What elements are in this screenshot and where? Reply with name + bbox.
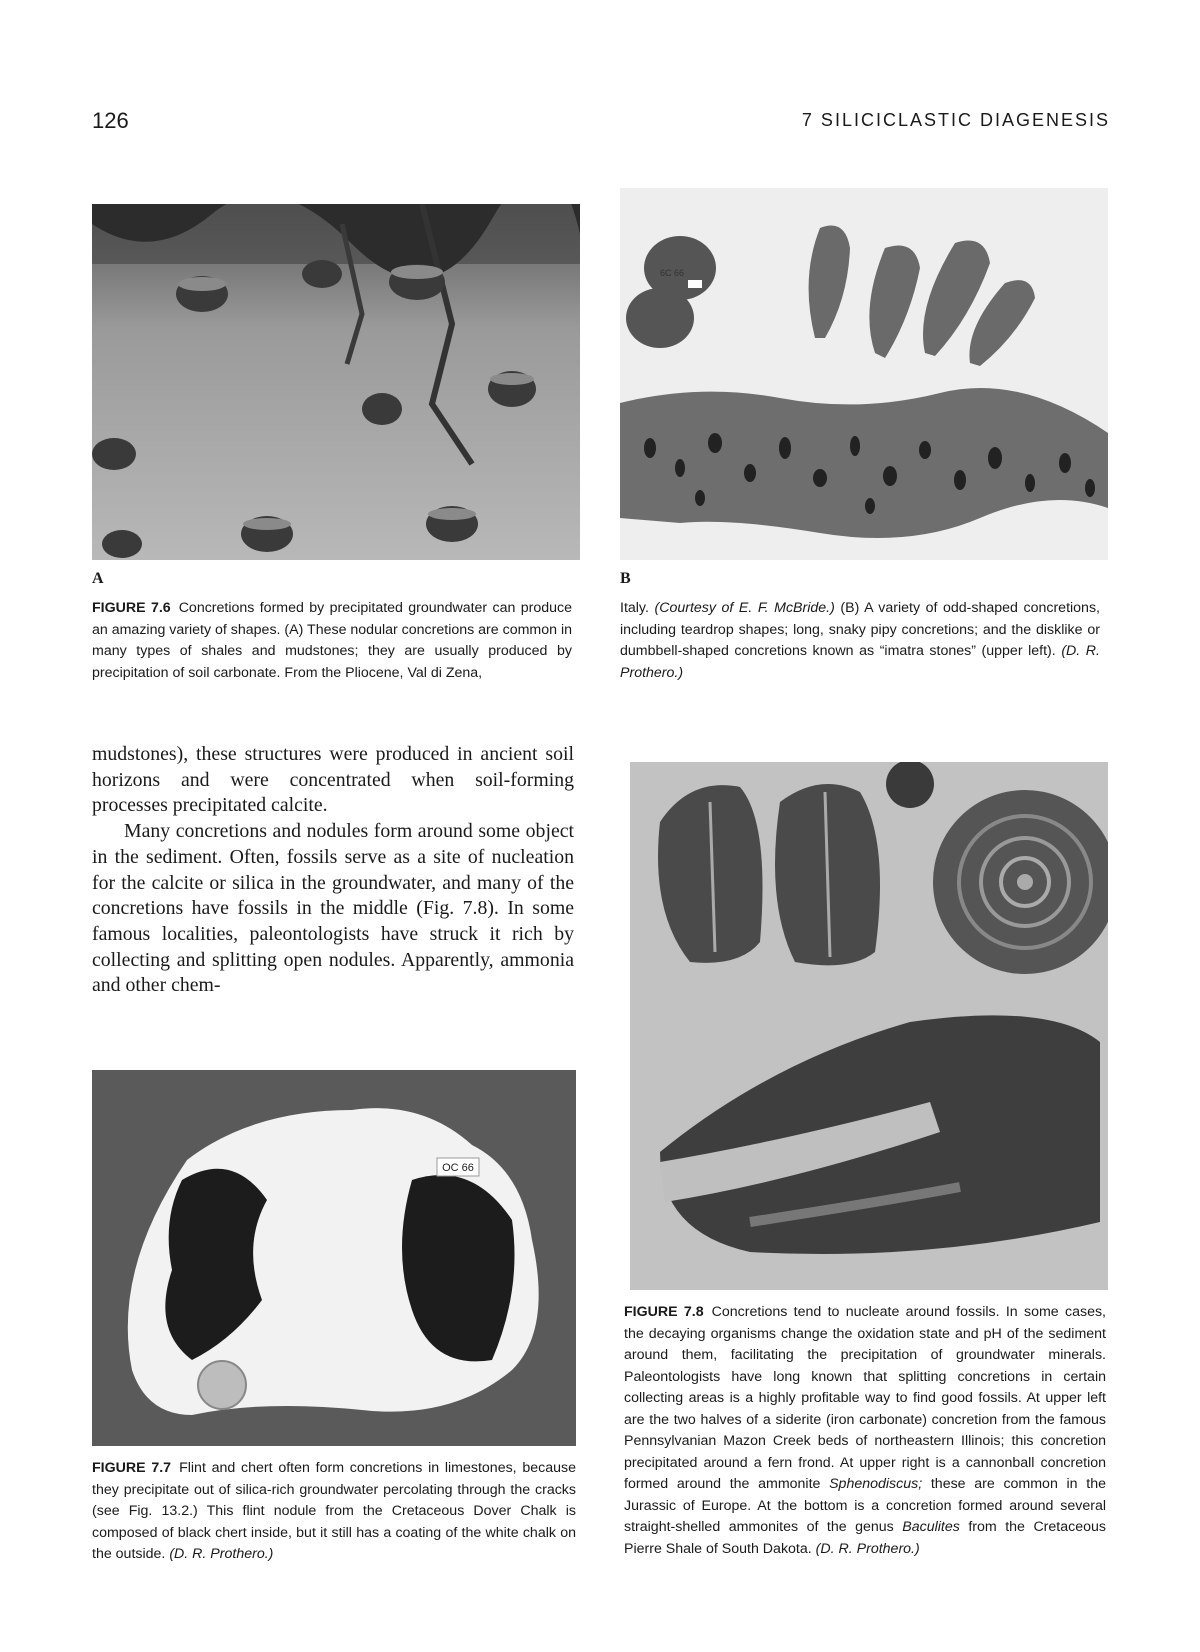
page-number: 126 [92, 108, 129, 133]
figure-7-7-photo [92, 1070, 576, 1446]
figure-7-6-caption-part1 [92, 598, 572, 684]
caption-credit: (Courtesy of E. F. McBride.) [654, 600, 835, 616]
caption-credit: (D. R. Prothero.) [620, 643, 1100, 681]
figure-number: FIGURE 7.6 [92, 600, 171, 616]
figure-number: FIGURE 7.7 [92, 1460, 172, 1476]
figure-7-8-photo [630, 762, 1108, 1290]
caption-text: (B) A variety of odd-shaped concretions, including teardrop shapes; long, snaky pipy concretions; and the disklike or dumbbell-shaped concretions known as “imatra stones” (upper left). [620, 600, 1100, 659]
running-head: 7 SILICICLASTIC DIAGENESIS [801, 110, 1110, 130]
genus-name: Sphenodiscus; [829, 1476, 923, 1492]
body-paragraph-2: Many concretions and nodules form around some object in the sediment. Often, fossils serve as a site of nucleation for the calcite or silica in the groundwater, and many of the concretions have fossils in the middle (Fig. 7.8). In some famous localities, paleontologists have struck it rich by collecting and splitting open nodules. Apparently, ammonia and other chem- [92, 820, 574, 997]
caption-text: Italy. [620, 600, 649, 616]
body-text [92, 742, 574, 999]
figure-number: FIGURE 7.8 [624, 1304, 704, 1320]
panel-label-b: B [620, 570, 631, 587]
caption-text: these are common in the Jurassic of Europe. At the bottom is a concretion formed around several straight-shelled ammonites of the genus [624, 1476, 1106, 1535]
caption-credit: (D. R. Prothero.) [169, 1546, 274, 1562]
panel-label-a: A [92, 570, 104, 587]
caption-text: Concretions formed by precipitated groundwater can produce an amazing variety of shapes. (A) These nodular concretions are common in many types of shales and mudstones; they are usually produced by precipitation of soil carbonate. From the Pliocene, Val di Zena, [92, 600, 573, 681]
body-paragraph-1: mudstones), these structures were produced in ancient soil horizons and were concentrated when soil-forming processes precipitated calcite. [92, 743, 574, 817]
caption-text: from the Cretaceous Pierre Shale of South Dakota. [624, 1519, 1106, 1557]
genus-name: Baculites [902, 1519, 960, 1535]
figure-7-6b-photo [620, 188, 1108, 560]
caption-text: Flint and chert often form concretions in limestones, because they precipitate out of silica-rich groundwater percolating through the cracks (see Fig. 13.2.) This flint nodule from the Cretaceous Dover Chalk is composed of black chert inside, but it still has a coating of the white chalk on the outside. [92, 1460, 577, 1562]
figure-7-6a-photo [92, 204, 580, 560]
caption-text: Concretions tend to nucleate around fossils. In some cases, the decaying organisms change the oxidation state and pH of the sediment around them, facilitating the precipitation of groundwater minerals. Paleontologists have long known that splitting concretions in certain collecting areas is a highly profitable way to find good fossils. At upper left are the two halves of a siderite (iron carbonate) concretion from the famous Pennsylvanian Mazon Creek beds of northeastern Illinois; this concretion precipitated around a fern frond. At upper right is a cannonball concretion formed around the ammonite [624, 1304, 1106, 1492]
caption-credit: (D. R. Prothero.) [815, 1540, 920, 1557]
imatra-stone-label: 6C 66 [660, 268, 685, 278]
figure-7-6-caption-part2 [620, 598, 1100, 684]
figure-7-8-caption [624, 1302, 1106, 1560]
figure-7-7-caption [92, 1458, 576, 1566]
specimen-label: OC 66 [442, 1162, 474, 1174]
